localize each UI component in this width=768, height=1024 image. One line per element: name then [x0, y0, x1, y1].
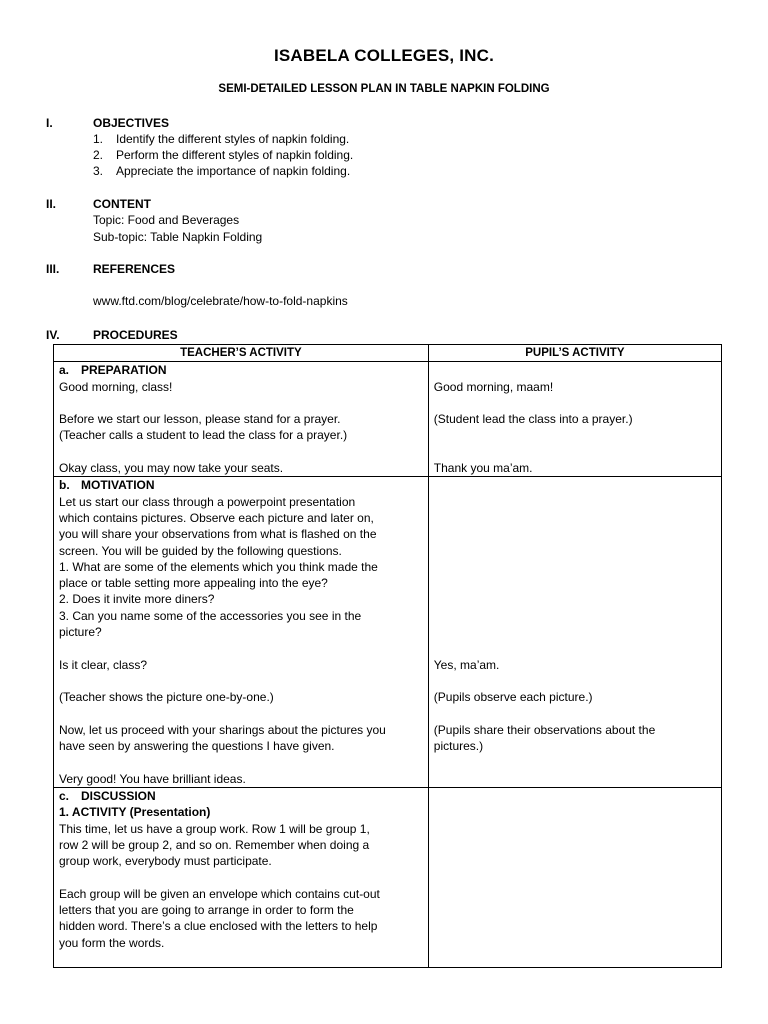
table-row — [54, 362, 722, 477]
content-heading: CONTENT — [93, 197, 151, 211]
preparation-heading — [59, 362, 423, 378]
teacher-cell-preparation — [54, 362, 429, 477]
teacher-line: Is it clear, class? — [59, 657, 148, 672]
teacher-line: which contains pictures. Observe each picture and later on, — [59, 510, 374, 525]
procedures-heading: PROCEDURES — [93, 328, 178, 342]
pupil-cell-preparation — [428, 362, 721, 477]
pupil-line: (Pupils share their observations about the — [433, 722, 656, 737]
objective-item: Identify the different styles of napkin folding. — [116, 132, 350, 146]
teacher-line: row 2 will be group 2, and so on. Remember when doing a — [59, 837, 370, 852]
content-number: II. — [46, 197, 57, 211]
teacher-line: Each group will be given an envelope which contains cut-out — [59, 886, 380, 901]
discussion-label: DISCUSSION — [81, 789, 156, 804]
pupil-cell-discussion — [428, 788, 721, 968]
objective-item: Appreciate the importance of napkin folding. — [116, 164, 351, 178]
teacher-line: This time, let us have a group work. Row 1 will be group 1, — [59, 821, 370, 836]
teacher-line: letters that you are going to arrange in order to form the — [59, 903, 354, 918]
reference-link[interactable]: www.ftd.com/blog/celebrate/how-to-fold-napkins — [93, 294, 348, 308]
teacher-line: you form the words. — [59, 935, 165, 950]
lesson-plan-title: SEMI-DETAILED LESSON PLAN IN TABLE NAPKIN FOLDING — [218, 83, 550, 95]
discussion-heading — [59, 788, 423, 804]
objective-item: Perform the different styles of napkin folding. — [116, 148, 354, 162]
teacher-line: Good morning, class! — [59, 379, 173, 394]
teacher-line: place or table setting more appealing into the eye? — [59, 576, 328, 591]
teacher-line: (Teacher calls a student to lead the class for a prayer.) — [59, 428, 348, 443]
teacher-line: you will share your observations from what is flashed on the — [59, 527, 377, 542]
preparation-label: PREPARATION — [81, 363, 167, 378]
table-header-row — [54, 345, 722, 362]
pupil-line: Thank you ma’am. — [433, 461, 533, 476]
objectives-number: I. — [46, 116, 53, 130]
pupil-line: (Pupils observe each picture.) — [433, 690, 593, 705]
procedures-table — [53, 344, 722, 968]
activity-heading: 1. ACTIVITY (Presentation) — [59, 805, 211, 820]
teacher-line: 1. What are some of the elements which you think made the — [59, 559, 378, 574]
procedures-number: IV. — [46, 328, 60, 342]
teacher-activity-header: TEACHER’S ACTIVITY — [54, 345, 429, 362]
teacher-line: picture? — [59, 625, 102, 640]
teacher-cell-motivation — [54, 477, 429, 788]
pupil-activity-header: PUPIL’S ACTIVITY — [428, 345, 721, 362]
teacher-line: hidden word. There’s a clue enclosed with the letters to help — [59, 919, 378, 934]
teacher-line: 3. Can you name some of the accessories you see in the — [59, 608, 362, 623]
teacher-line: Before we start our lesson, please stand for a prayer. — [59, 412, 341, 427]
motivation-label: MOTIVATION — [81, 478, 155, 493]
motivation-letter: b. — [59, 478, 70, 493]
discussion-letter: c. — [59, 789, 70, 804]
pupil-line: pictures.) — [433, 739, 484, 754]
teacher-cell-discussion — [54, 788, 429, 968]
objective-number: 3. — [93, 164, 104, 178]
pupil-line: Good morning, maam! — [433, 379, 554, 394]
teacher-line: (Teacher shows the picture one-by-one.) — [59, 690, 274, 705]
content-subtopic: Sub-topic: Table Napkin Folding — [93, 230, 263, 244]
objective-number: 1. — [93, 132, 104, 146]
references-number: III. — [46, 262, 60, 276]
teacher-line: Now, let us proceed with your sharings about the pictures you — [59, 722, 386, 737]
content-topic: Topic: Food and Beverages — [93, 213, 240, 227]
table-row — [54, 477, 722, 788]
teacher-line: Okay class, you may now take your seats. — [59, 461, 284, 476]
teacher-line: 2. Does it invite more diners? — [59, 592, 215, 607]
motivation-heading — [59, 477, 423, 493]
table-row — [54, 788, 722, 968]
teacher-line: Very good! You have brilliant ideas. — [59, 771, 246, 786]
references-heading: REFERENCES — [93, 262, 176, 276]
teacher-line: group work, everybody must participate. — [59, 854, 272, 869]
school-title: ISABELA COLLEGES, INC. — [273, 46, 495, 65]
teacher-line: Let us start our class through a powerpoint presentation — [59, 494, 356, 509]
teacher-line: screen. You will be guided by the following questions. — [59, 543, 342, 558]
teacher-line: have seen by answering the questions I have given. — [59, 739, 335, 754]
pupil-line: Yes, ma’am. — [433, 657, 500, 672]
objective-number: 2. — [93, 148, 104, 162]
preparation-letter: a. — [59, 363, 70, 378]
objectives-heading: OBJECTIVES — [93, 116, 170, 130]
pupil-cell-motivation — [428, 477, 721, 788]
pupil-line: (Student lead the class into a prayer.) — [433, 412, 633, 427]
